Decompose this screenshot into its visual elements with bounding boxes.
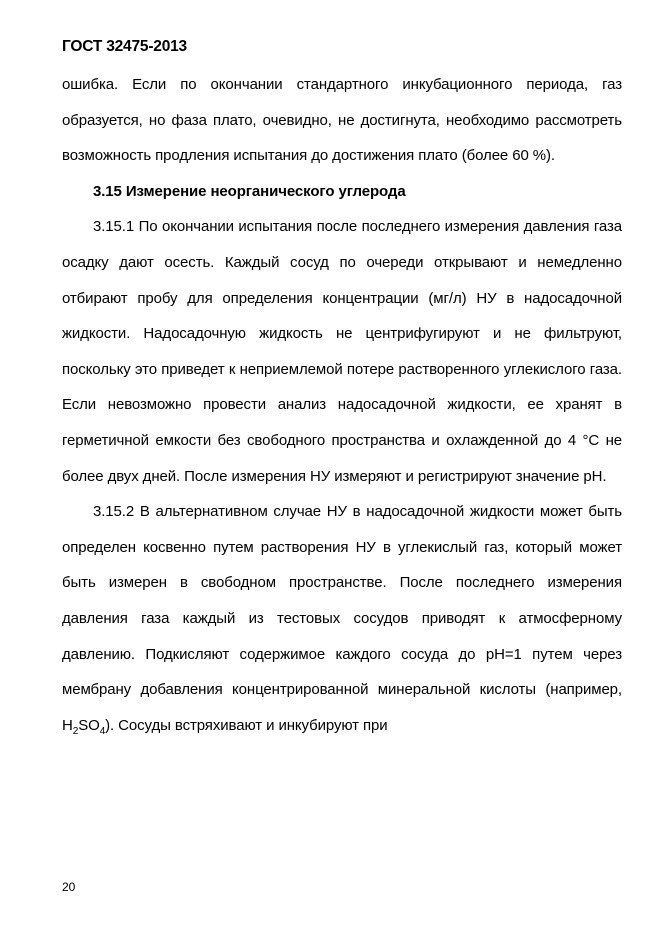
section-heading: 3.15 Измерение неорганического углерода <box>93 182 406 200</box>
paragraph-3-15-2 <box>62 494 622 749</box>
document-header: ГОСТ 32475-2013 <box>62 38 187 55</box>
formula-so: SO <box>78 716 100 734</box>
subscript-2: 2 <box>72 725 79 737</box>
paragraph-3-15-2-text-end: ). Сосуды встряхивают и инкубируют при <box>105 716 388 734</box>
subscript-4: 4 <box>99 725 106 737</box>
page-number: 20 <box>62 880 76 894</box>
paragraph-3-15-1: 3.15.1 По окончании испытания после последнего измерения давления газа осадку дают осесть. Каждый сосуд по очереди открывают и немедленно отбирают пробу для определения концентрации (мг/л) НУ в надосадочной жидкости. Надосадочную жидкость не центрифугируют и не фильтруют, поскольку это приведет к неприемлемой потере растворенного углекислого газа. Если невозможно провести анализ надосадочной жидкости, ее хранят в герметичной емкости без свободного пространства и охлажденной до 4 °С не более двух дней. После измерения НУ измеряют и регистрируют значение pH. <box>62 218 622 485</box>
paragraph-continuation: ошибка. Если по окончании стандартного инкубационного периода, газ образуется, но фаза плато, очевидно, не достигнута, необходимо рассмотреть возможность продления испытания до достижения плато (более 60 %). <box>62 76 622 165</box>
paragraph-3-15-2-text: 3.15.2 В альтернативном случае НУ в надосадочной жидкости может быть определен косвенно путем растворения НУ в углекислый газ, который может быть измерен в свободном пространстве. После последнего измерения давления газа каждый из тестовых сосудов приводят к атмосферному давлению. Подкисляют содержимое каждого сосуда до pH=1 путем через мембрану добавления концентрированной минеральной кислоты (например, H <box>62 503 622 734</box>
body-text <box>62 67 622 749</box>
